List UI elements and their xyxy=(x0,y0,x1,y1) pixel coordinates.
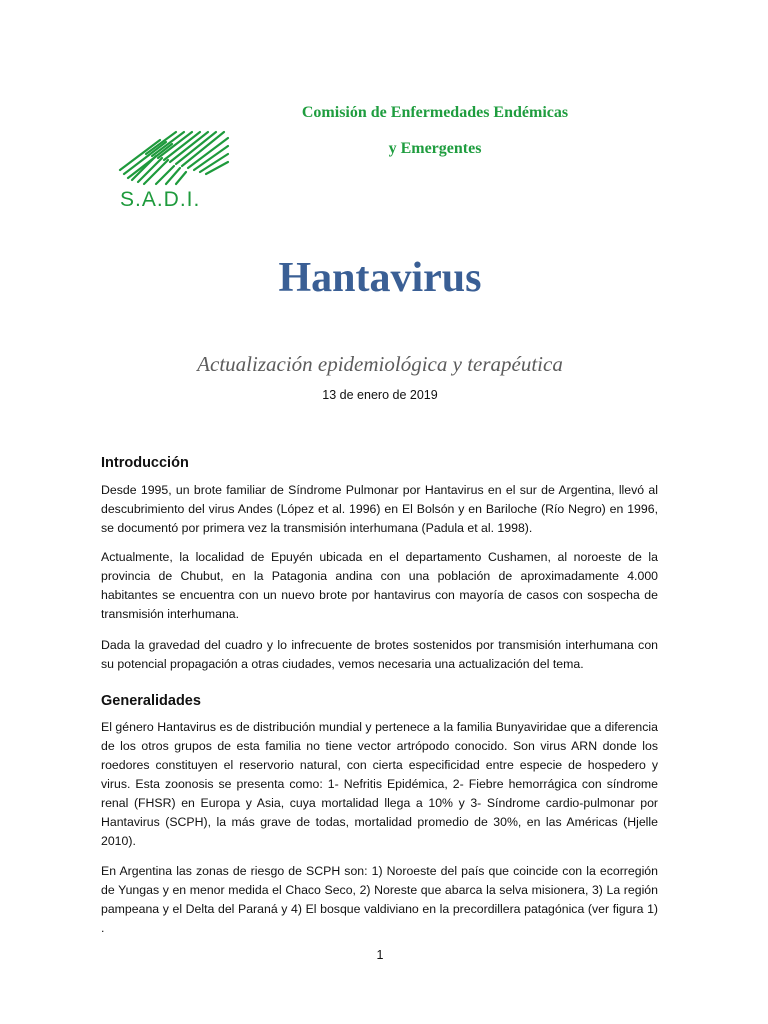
paragraph: Desde 1995, un brote familiar de Síndrome Pulmonar por Hantavirus en el sur de Argentina, llevó al descubrimiento del virus Andes (López et al. 1996) en El Bolsón y en Bariloche (Río Negro) en 1996, se documentó por primera vez la transmisión interhumana (Padula et al. 1998). xyxy=(101,483,658,535)
document-subtitle: Actualización epidemiológica y terapéutica xyxy=(197,352,563,376)
paragraph: El género Hantavirus es de distribución mundial y pertenece a la familia Bunyaviridae que a diferencia de los otros grupos de esta familia no tiene vector artrópodo conocido. Son virus ARN donde los roedores constituyen el reservorio natural, con cierta especificidad entre especie de hospedero y virus. Esta zoonosis se presenta como: 1- Nefritis Epidémica, 2- Fiebre hemorrágica con síndrome renal (FHSR) en Europa y Asia, cuya mortalidad llega a 10% y 3- Síndrome cardio-pulmonar por Hantavirus (SCPH), la más grave de todas, mortalidad promedio de 30%, en las Américas (Hjelle 2010). xyxy=(101,720,658,848)
paragraph: En Argentina las zonas de riesgo de SCPH son: 1) Noroeste del país que coincide con la ecorregión de Yungas y en menor medida el Chaco Seco, 2) Noreste que abarca la selva misionera, 3) La región pampeana y el Delta del Paraná y 4) El bosque valdiviano en la precordillera patagónica (ver figura 1) . xyxy=(101,864,658,935)
logo-text: S.A.D.I. xyxy=(120,188,201,211)
sadi-logo xyxy=(116,126,232,216)
document-date: 13 de enero de 2019 xyxy=(322,388,438,402)
paragraph: Actualmente, la localidad de Epuyén ubicada en el departamento Cushamen, al noroeste de la provincia de Chubut, en la Patagonia andina con una población de aproximadamente 4.000 habitantes se encuentra con un nuevo brote por hantavirus con mayoría de casos con sospecha de transmisión interhumana. xyxy=(101,550,658,621)
section-heading-introduccion: Introducción xyxy=(101,455,189,471)
organization-line-2: y Emergentes xyxy=(388,140,482,157)
sadi-logo-stripes-icon xyxy=(116,126,232,188)
paragraph: Dada la gravedad del cuadro y lo infrecuente de brotes sostenidos por transmisión interhumana con su potencial propagación a otras ciudades, vemos necesaria una actualización del tema. xyxy=(101,638,658,671)
organization-line-1: Comisión de Enfermedades Endémicas xyxy=(301,104,569,121)
document-title: Hantavirus xyxy=(278,255,482,301)
page-number: 1 xyxy=(376,948,384,962)
section-heading-generalidades: Generalidades xyxy=(101,693,201,709)
